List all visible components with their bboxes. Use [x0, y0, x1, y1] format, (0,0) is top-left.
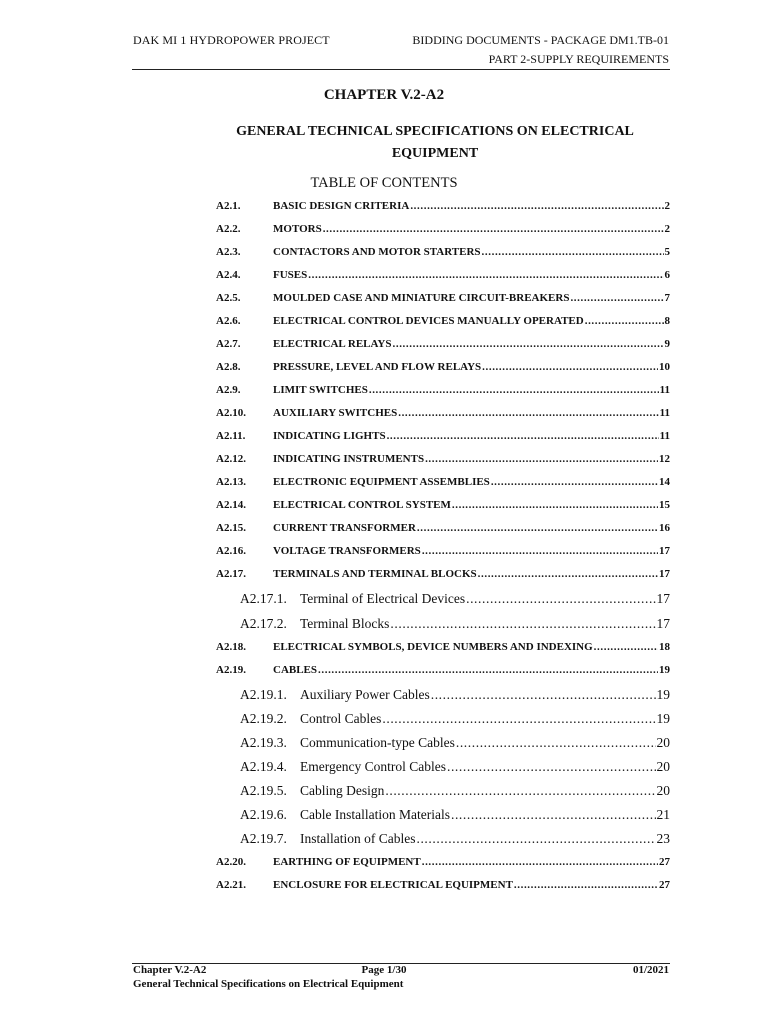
toc-entry-label: ENCLOSURE FOR ELECTRICAL EQUIPMENT	[273, 879, 513, 891]
toc-entry-page: 21	[656, 807, 670, 822]
toc-entry-number: A2.5.	[216, 292, 241, 304]
toc-leader-dots	[482, 361, 658, 373]
toc-entry-page: 15	[659, 499, 670, 511]
toc-entry-number: A2.17.	[216, 568, 246, 580]
toc-entry-page: 20	[656, 783, 670, 798]
toc-leader-dots	[478, 568, 658, 580]
toc-entry-page: 11	[659, 407, 670, 419]
toc-entry-label: EARTHING OF EQUIPMENT	[273, 856, 421, 868]
toc-entry-page: 27	[659, 856, 670, 868]
toc-entry[interactable]	[216, 246, 670, 264]
toc-entry-label: Cable Installation Materials	[300, 807, 450, 822]
toc-entry-page: 10	[659, 361, 670, 373]
toc-leader-dots	[594, 641, 658, 653]
toc-entry-number: A2.19.	[216, 664, 246, 676]
toc-entry[interactable]	[216, 407, 670, 425]
toc-leader-dots	[323, 223, 664, 235]
toc-entry-page: 8	[664, 315, 670, 327]
toc-entry-number: A2.7.	[216, 338, 241, 350]
toc-entry-number: A2.19.7.	[240, 831, 287, 846]
toc-entry-page: 16	[659, 522, 670, 534]
header-divider	[132, 69, 670, 70]
toc-entry-number: A2.13.	[216, 476, 246, 488]
toc-entry-page: 2	[664, 223, 670, 235]
toc-subentry[interactable]	[240, 591, 670, 609]
toc-leader-dots	[387, 430, 659, 442]
toc-leader-dots	[514, 879, 658, 891]
toc-entry[interactable]	[216, 879, 670, 897]
toc-entry-page: 11	[659, 384, 670, 396]
toc-entry[interactable]	[216, 641, 670, 659]
toc-leader-dots	[491, 476, 658, 488]
toc-entry[interactable]	[216, 315, 670, 333]
toc-entry-label: MOTORS	[273, 223, 322, 235]
toc-entry-number: A2.18.	[216, 641, 246, 653]
toc-entry-label: Terminal of Electrical Devices	[300, 591, 466, 606]
toc-entry-label: BASIC DESIGN CRITERIA	[273, 200, 410, 212]
toc-entry-number: A2.6.	[216, 315, 241, 327]
toc-leader-dots	[416, 831, 655, 847]
header-bidding-documents: BIDDING DOCUMENTS - PACKAGE DM1.TB-01	[412, 33, 669, 47]
toc-entry-number: A2.8.	[216, 361, 241, 373]
toc-entry-number: A2.20.	[216, 856, 246, 868]
toc-leader-dots	[417, 522, 658, 534]
toc-subentry[interactable]	[240, 831, 670, 849]
toc-entry-label: AUXILIARY SWITCHES	[273, 407, 398, 419]
toc-leader-dots	[452, 499, 658, 511]
toc-leader-dots	[466, 591, 655, 607]
toc-entry[interactable]	[216, 568, 670, 586]
toc-entry[interactable]	[216, 664, 670, 682]
toc-entry-label: MOULDED CASE AND MINIATURE CIRCUIT-BREAKERS	[273, 292, 570, 304]
toc-entry-label: INDICATING LIGHTS	[273, 430, 386, 442]
toc-leader-dots	[318, 664, 658, 676]
toc-subentry[interactable]	[240, 616, 670, 634]
toc-entry-page: 20	[656, 759, 670, 774]
toc-entry-page: 6	[664, 269, 670, 281]
toc-entry[interactable]	[216, 338, 670, 356]
toc-leader-dots	[308, 269, 663, 281]
toc-entry-label: ELECTRICAL CONTROL SYSTEM	[273, 499, 451, 511]
toc-entry-page: 7	[664, 292, 670, 304]
toc-entry[interactable]	[216, 292, 670, 310]
toc-entry-label: INDICATING INSTRUMENTS	[273, 453, 425, 465]
toc-entry-label: VOLTAGE TRANSFORMERS	[273, 545, 421, 557]
toc-leader-dots	[425, 453, 658, 465]
toc-subentry[interactable]	[240, 711, 670, 729]
toc-leader-dots	[422, 856, 658, 868]
toc-entry-label: ELECTRICAL CONTROL DEVICES MANUALLY OPERATED	[273, 315, 584, 327]
toc-entry-number: A2.14.	[216, 499, 246, 511]
toc-subentry[interactable]	[240, 783, 670, 801]
toc-entry-page: 11	[659, 430, 670, 442]
toc-subentry[interactable]	[240, 735, 670, 753]
toc-leader-dots	[390, 616, 655, 632]
toc-entry-page: 5	[664, 246, 670, 258]
toc-entry-number: A2.16.	[216, 545, 246, 557]
toc-entry-label: Communication-type Cables	[300, 735, 455, 750]
toc-entry-page: 19	[659, 664, 670, 676]
toc-entry-label: ELECTRICAL RELAYS	[273, 338, 392, 350]
toc-entry[interactable]	[216, 200, 670, 218]
toc-entry-number: A2.19.2.	[240, 711, 287, 726]
toc-leader-dots	[482, 246, 664, 258]
toc-entry-page: 17	[659, 568, 670, 580]
toc-entry[interactable]	[216, 430, 670, 448]
toc-entry-label: CONTACTORS AND MOTOR STARTERS	[273, 246, 481, 258]
toc-entry-label: Control Cables	[300, 711, 382, 726]
toc-entry-label: ELECTRONIC EQUIPMENT ASSEMBLIES	[273, 476, 490, 488]
toc-entry-number: A2.11.	[216, 430, 246, 442]
chapter-heading: CHAPTER V.2-A2	[323, 87, 445, 103]
toc-entry-number: A2.12.	[216, 453, 246, 465]
toc-entry-page: 20	[656, 735, 670, 750]
toc-entry-page: 14	[659, 476, 670, 488]
toc-entry-label: PRESSURE, LEVEL AND FLOW RELAYS	[273, 361, 482, 373]
toc-entry-number: A2.17.2.	[240, 616, 287, 631]
toc-leader-dots	[447, 759, 656, 775]
toc-entry-label: CABLES	[273, 664, 318, 676]
toc-entry-number: A2.2.	[216, 223, 241, 235]
toc-leader-dots	[456, 735, 656, 751]
toc-entry-number: A2.10.	[216, 407, 246, 419]
toc-leader-dots	[398, 407, 658, 419]
toc-leader-dots	[451, 807, 656, 823]
toc-entry[interactable]	[216, 545, 670, 563]
toc-leader-dots	[422, 545, 658, 557]
footer-page-number: Page 1/30	[361, 964, 407, 976]
toc-entry-number: A2.19.1.	[240, 687, 287, 702]
toc-entry-page: 23	[656, 831, 670, 846]
toc-entry-page: 17	[659, 545, 670, 557]
toc-entry-number: A2.9.	[216, 384, 241, 396]
toc-entry-page: 17	[656, 616, 670, 631]
toc-leader-dots	[410, 200, 663, 212]
footer-document-subtitle: General Technical Specifications on Electrical Equipment	[133, 978, 404, 990]
document-title: GENERAL TECHNICAL SPECIFICATIONS ON ELECTRICAL EQUIPMENT	[236, 124, 634, 161]
toc-entry-page: 19	[656, 687, 670, 702]
toc-entry[interactable]	[216, 499, 670, 517]
toc-entry-number: A2.4.	[216, 269, 241, 281]
toc-entry-page: 18	[659, 641, 670, 653]
toc-entry-number: A2.3.	[216, 246, 241, 258]
toc-entry[interactable]	[216, 522, 670, 540]
toc-entry[interactable]	[216, 269, 670, 287]
toc-entry[interactable]	[216, 361, 670, 379]
toc-entry-number: A2.19.5.	[240, 783, 287, 798]
toc-leader-dots	[382, 711, 655, 727]
toc-entry-label: Emergency Control Cables	[300, 759, 446, 774]
toc-entry-page: 9	[664, 338, 670, 350]
toc-leader-dots	[431, 687, 656, 703]
toc-entry-number: A2.19.4.	[240, 759, 287, 774]
toc-entry-label: TERMINALS AND TERMINAL BLOCKS	[273, 568, 477, 580]
toc-entry-page: 27	[659, 879, 670, 891]
toc-leader-dots	[385, 783, 655, 799]
toc-entry[interactable]	[216, 453, 670, 471]
toc-heading: TABLE OF CONTENTS	[310, 175, 458, 191]
toc-entry-page: 12	[659, 453, 670, 465]
toc-subentry[interactable]	[240, 687, 670, 705]
toc-entry-number: A2.17.1.	[240, 591, 287, 606]
toc-entry-page: 17	[656, 591, 670, 606]
toc-entry[interactable]	[216, 856, 670, 874]
toc-entry-label: Terminal Blocks	[300, 616, 390, 631]
toc-entry-label: Installation of Cables	[300, 831, 416, 846]
header-project-name: DAK MI 1 HYDROPOWER PROJECT	[133, 33, 330, 47]
toc-entry-page: 19	[656, 711, 670, 726]
toc-entry[interactable]	[216, 476, 670, 494]
toc-entry-number: A2.19.3.	[240, 735, 287, 750]
footer-chapter: Chapter V.2-A2	[133, 964, 207, 976]
toc-leader-dots	[393, 338, 664, 350]
toc-entry-label: Cabling Design	[300, 783, 385, 798]
toc-leader-dots	[585, 315, 664, 327]
toc-entry-number: A2.19.6.	[240, 807, 287, 822]
toc-entry-label: FUSES	[273, 269, 308, 281]
toc-entry-number: A2.15.	[216, 522, 246, 534]
toc-entry-page: 2	[664, 200, 670, 212]
toc-leader-dots	[570, 292, 663, 304]
toc-entry-label: CURRENT TRANSFORMER	[273, 522, 416, 534]
footer-date: 01/2021	[632, 964, 669, 976]
toc-leader-dots	[369, 384, 659, 396]
toc-entry-label: ELECTRICAL SYMBOLS, DEVICE NUMBERS AND INDEXING	[273, 641, 593, 653]
toc-entry-number: A2.1.	[216, 200, 241, 212]
toc-entry-label: LIMIT SWITCHES	[273, 384, 368, 396]
toc-entry[interactable]	[216, 384, 670, 402]
toc-entry-label: Auxiliary Power Cables	[300, 687, 430, 702]
toc-entry[interactable]	[216, 223, 670, 241]
toc-subentry[interactable]	[240, 807, 670, 825]
header-part: PART 2-SUPPLY REQUIREMENTS	[488, 52, 669, 66]
toc-subentry[interactable]	[240, 759, 670, 777]
toc-entry-number: A2.21.	[216, 879, 246, 891]
